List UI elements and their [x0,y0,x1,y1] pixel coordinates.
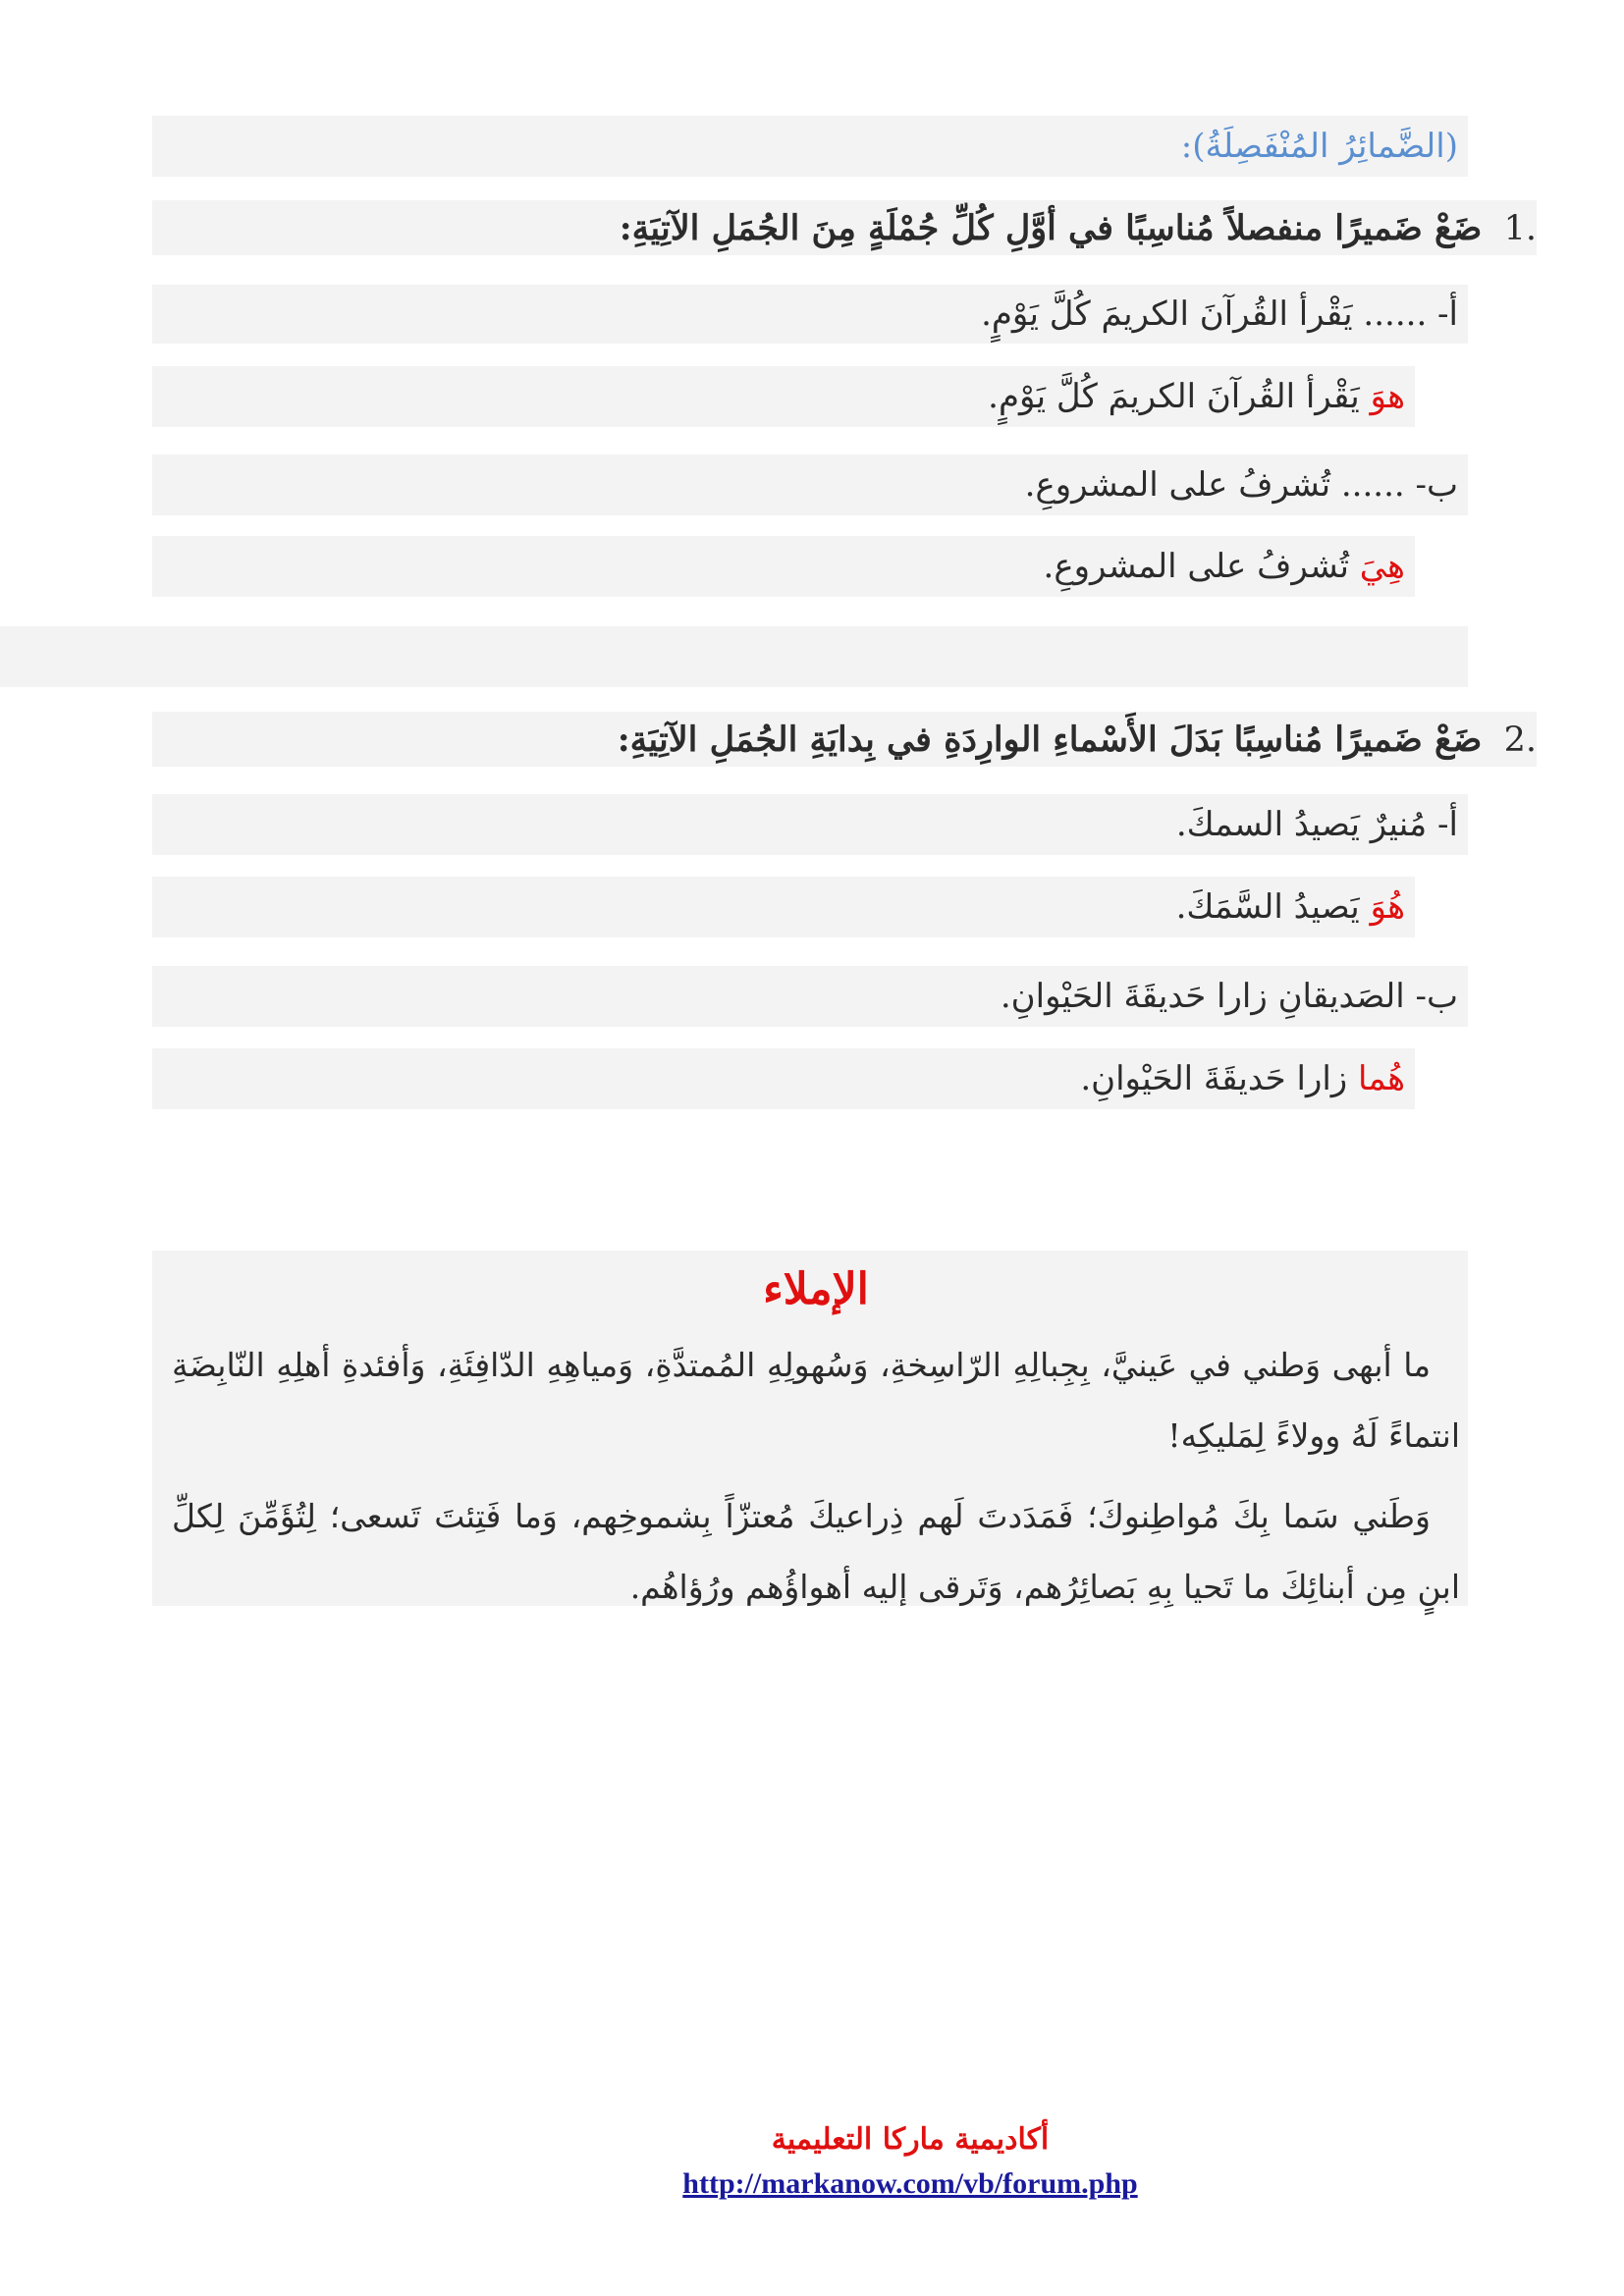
question2-band [152,712,1537,767]
q2-item-b-prompt: ب- الصَديقانِ زارا حَديقَةَ الحَيْوانِ. [152,966,1468,1027]
imla-box [152,1251,1468,1606]
q1-item-b-prompt: ب- ...... تُشرفُ على المشروعِ. [152,454,1468,515]
question2-number: .2 [1503,720,1537,760]
question1-text: .1 ضَعْ ضَميرًا منفصلاً مُناسِبًا في أوَّلِ كُلِّ جُمْلَةٍ مِنَ الجُمَلِ الآتِيَةِ: [619,207,1537,248]
imla-paragraph-1: ما أبهى وَطني في عَينيَّ، بِجِبالِهِ الرّاسِخةِ، وَسُهولِهِ المُمتدَّةِ، وَمياهِهِ الدّافِئَةِ، وَأفئدةِ أهلِهِ النّابِضَةِ انتماءً لَهُ وولاءً لِمَليكِه! [172,1345,1460,1455]
q1-item-b-answer: هِيَ تُشرفُ على المشروعِ. [152,536,1415,597]
imla-title: الإملاء [763,1264,869,1314]
footer-link[interactable]: http://markanow.com/vb/forum.php [682,2167,1138,2200]
q1-item-b-pronoun: هِيَ [1359,546,1405,586]
q1-item-a-pronoun: هوَ [1370,376,1405,416]
q1-item-a-answer: هوَ يَقْرأ القُرآنَ الكريمَ كُلَّ يَوْمٍ. [152,366,1415,427]
q2-item-a-prompt: أ- مُنيرٌ يَصيدُ السمكَ. [152,794,1468,855]
q2-item-a-answer: هُوَ يَصيدُ السَّمَكَ. [152,877,1415,937]
q2-item-b-pronoun: هُما [1358,1058,1405,1098]
question2-text: .2 ضَعْ ضَميرًا مُناسِبًا بَدَلَ الأَسْماءِ الوارِدَةِ في بِدايَةِ الجُمَلِ الآتِيَةِ: [617,719,1537,760]
question1-number: .1 [1503,208,1537,248]
imla-paragraph-2: وَطَني سَما بِكَ مُواطِنوكَ؛ فَمَدَدتَ لَهم ذِراعيكَ مُعتزّاً بِشموخِهم، وَما فَتِئتَ تَسعى؛ لِتُؤَمِّنَ لِكلِّ ابنٍ مِن أبنائِكَ ما تَحيا بِهِ بَصائِرُهم، وَتَرقى إليه أهواؤُهم ورُؤاهُم. [172,1496,1460,1606]
footer-academy-name: أكاديمية ماركا التعليمية [771,2122,1050,2157]
q2-item-a-pronoun: هُوَ [1370,886,1405,927]
q1-item-a-prompt: أ- ...... يَقْرأ القُرآنَ الكريمَ كُلَّ يَوْمٍ. [152,285,1468,344]
section-title: (الضَّمائِرُ المُنْفَصِلَةُ): [1180,127,1458,166]
q2-item-b-answer: هُما زارا حَديقَةَ الحَيْوانِ. [152,1048,1415,1109]
separator-band [0,626,1468,687]
question1-band [152,200,1537,255]
section-heading-band [152,116,1468,177]
